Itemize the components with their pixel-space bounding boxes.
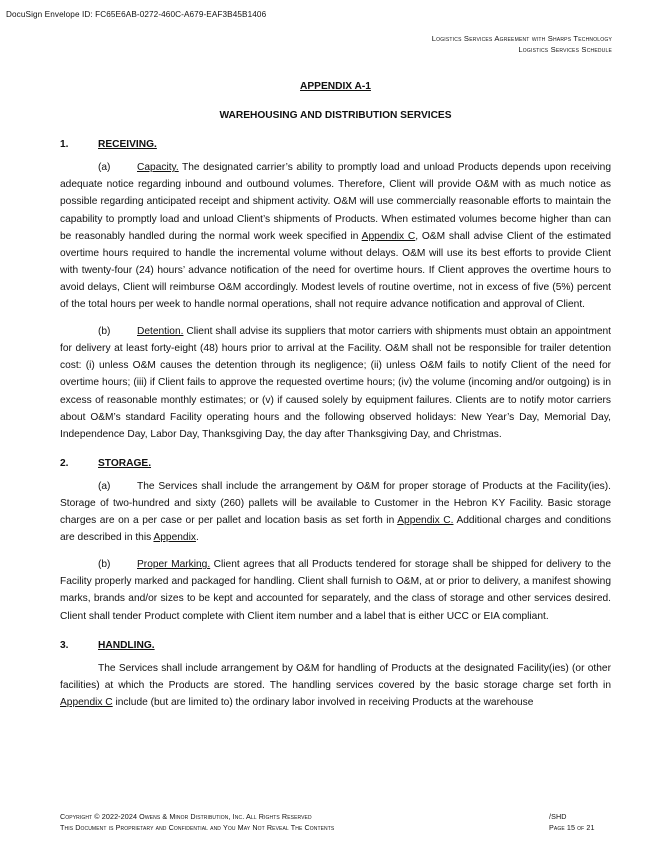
appendix-c-link[interactable]: Appendix C bbox=[60, 696, 113, 708]
header-line-2: Logistics Services Schedule bbox=[518, 45, 612, 54]
section-2-heading bbox=[60, 455, 611, 472]
section-label: STORAGE. bbox=[98, 457, 152, 469]
section-label: HANDLING. bbox=[98, 639, 155, 651]
section-2b-paragraph bbox=[60, 556, 611, 624]
clause-text: include (but are limited to) the ordinary labor involved in receiving Products at the warehouse bbox=[112, 696, 534, 708]
section-1-heading bbox=[60, 136, 611, 153]
appendix-link[interactable]: Appendix bbox=[153, 532, 196, 544]
appendix-subtitle: WAREHOUSING AND DISTRIBUTION SERVICES bbox=[219, 110, 452, 122]
clause-text: The designated carrier’s ability to promptly load and unload Products depends upon receiving adequate notice regarding inbound and outbound volumes. Therefore, Client will provide O&M with as much notice as possible regarding anticipated receipt and shipment activity. O&M will use commercially reasonable efforts to maintain the capability to promptly load and unload Client’s shipments of Products. When estimated volumes become higher than can be reasonably handled during the normal work week specified in bbox=[60, 162, 611, 242]
page-body bbox=[60, 78, 611, 711]
appendix-title: APPENDIX A-1 bbox=[300, 81, 371, 92]
clause-text: The Services shall include arrangement by O&M for handling of Products at the designated Facility(ies) (or other facilities) at which the Products are stored. The handling services covered by the basic storage charge set forth in bbox=[60, 662, 611, 691]
document-header bbox=[432, 33, 612, 55]
section-3-heading bbox=[60, 637, 611, 654]
clause-text: Client shall advise its suppliers that motor carriers with shipments must obtain an appointment for delivery at least forty-eight (48) hours prior to arrival at the Facility. O&M shall not be responsible for trailer detention cost: (i) unless O&M causes the detention through its negligence; (ii) unless O&M fails to notify Client of the need for overtime hours; (iii) if Client fails to approve the requested overtime hours; (iv) the volume (incoming and/or outgoing) is in excess of reasonable monthly estimates; or (v) if caused solely by equipment failures. Clients are to notify motor carriers about O&M’s standard Facility operating hours and the following observed holidays: New Year’s Day, Memorial Day, Independence Day, Labor Day, Thanksgiving Day, the day after Thanksgiving Day, and Christmas. bbox=[60, 326, 611, 440]
clause-marker: (b) bbox=[98, 326, 111, 338]
clause-heading: Detention. bbox=[137, 326, 184, 338]
docusign-envelope-id: DocuSign Envelope ID: FC65E6AB-0272-460C-A679-EAF3B45B1406 bbox=[6, 10, 267, 19]
clause-text: . bbox=[195, 532, 199, 544]
clause-text: Client agrees that all Products tendered for storage shall be shipped for delivery to the Facility properly marked and packaged for handling. Client shall furnish to O&M, at or prior to delivery, a manifest showing marks, brands and/or sizes to be kept and accounted for separately, and the class of storage and other services desired. Client shall tender Product complete with Client item number and a label that is either UCC or EIA compliant. bbox=[60, 559, 611, 622]
clause-text: The Services shall include the arrangement by O&M for proper storage of Products at the Facility(ies). Storage of two-hundred and sixty (260) pallets will be available to Customer in the Hebron KY Facility. Basic storage charges are on a per case or per pallet and location basis as set forth in bbox=[60, 480, 611, 527]
clause-heading: Proper Marking. bbox=[137, 559, 211, 571]
appendix-c-link[interactable]: Appendix C. bbox=[397, 515, 454, 527]
appendix-c-link[interactable]: Appendix C bbox=[361, 230, 416, 242]
section-2a-paragraph bbox=[60, 478, 611, 546]
clause-heading: Capacity. bbox=[137, 162, 179, 174]
section-1a-paragraph bbox=[60, 159, 611, 313]
section-3-paragraph bbox=[60, 660, 611, 711]
footer-confidential-notice: This Document is Proprietary and Confidential and You May Not Reveal The Contents bbox=[60, 823, 335, 832]
section-number: 1. bbox=[60, 139, 69, 151]
header-line-1: Logistics Services Agreement with Sharps Technology bbox=[431, 34, 612, 43]
section-1b-paragraph bbox=[60, 323, 611, 443]
footer-copyright: Copyright © 2022-2024 Owens & Minor Distribution, Inc. All Rights Reserved bbox=[60, 812, 312, 821]
section-number: 2. bbox=[60, 457, 69, 469]
section-number: 3. bbox=[60, 639, 69, 651]
document-footer bbox=[60, 811, 611, 833]
footer-page-number: Page 15 of 21 bbox=[549, 823, 595, 832]
clause-text: , O&M shall advise Client of the estimated overtime hours required to handle the incremental volume without delays. O&M will use its best efforts to provide Client with twenty-four (24) hours’ advance notification of the need for overtime hours. If Client approves the overtime hours to avoid delays, Client will reimburse O&M accordingly. Modest levels of routine overtime, not in excess of five (5%) percent of the total hours per week to handle normal operations, shall not require advance notification and approval of Client. bbox=[60, 230, 612, 311]
section-label: RECEIVING. bbox=[98, 139, 157, 151]
footer-reference: /SHD bbox=[549, 812, 567, 821]
clause-marker: (b) bbox=[98, 559, 111, 571]
clause-marker: (a) bbox=[98, 162, 111, 174]
clause-marker: (a) bbox=[98, 480, 111, 492]
clause-text: Additional charges and conditions are described in this bbox=[60, 515, 611, 544]
